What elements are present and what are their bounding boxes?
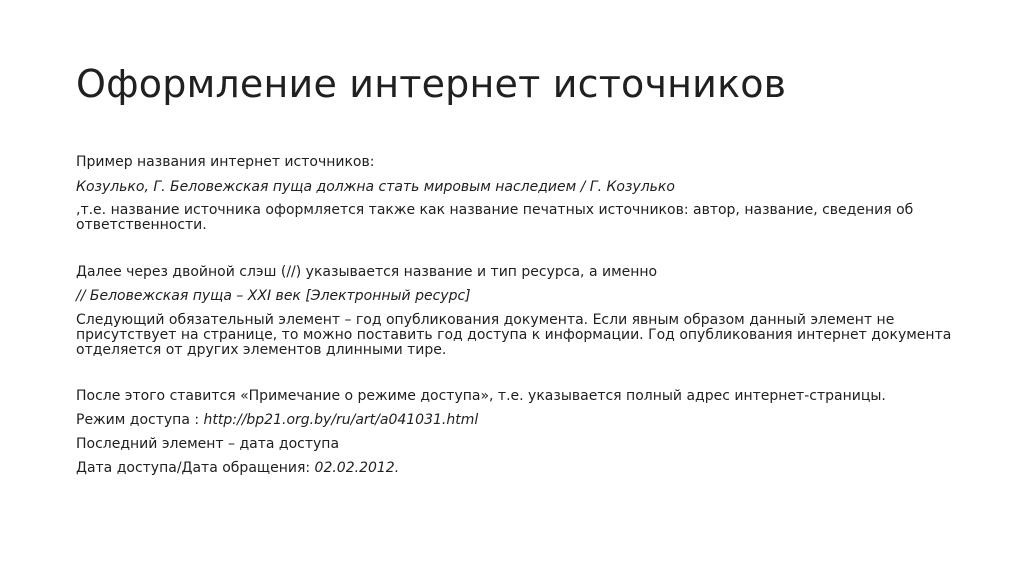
slide-title: Оформление интернет источников bbox=[76, 62, 787, 106]
paragraph-example-citation: Козулько, Г. Беловежская пуща должна стать мировым наследием / Г. Козулько bbox=[76, 179, 675, 195]
paragraph-publication-year: Следующий обязательный элемент – год опубликования документа. Если явным образом данный элемент не присутствует на странице, то можно поставить год доступа к информации. Год опубликования интернет документа отделяется от других элементов длинными тире. bbox=[76, 312, 952, 358]
paragraph-access-date bbox=[76, 461, 956, 476]
paragraph-resource-type: // Беловежская пуща – XXI век [Электронный ресурс] bbox=[76, 288, 471, 304]
access-date-value: 02.02.2012. bbox=[314, 460, 400, 476]
paragraph-access-mode bbox=[76, 413, 956, 428]
paragraph-double-slash: Далее через двойной слэш (//) указывается название и тип ресурса, а именно bbox=[76, 264, 658, 280]
paragraph-explanation: ,т.е. название источника оформляется также как название печатных источников: автор, название, сведения об ответственности. bbox=[76, 202, 914, 233]
paragraph-example-heading: Пример названия интернет источников: bbox=[76, 154, 375, 170]
access-date-label: Дата доступа/Дата обращения: bbox=[76, 460, 315, 476]
paragraph-last-element: Последний элемент – дата доступа bbox=[76, 436, 340, 452]
access-url[interactable]: http://bp21.org.by/ru/art/a041031.html bbox=[203, 412, 479, 428]
paragraph-access-note: После этого ставится «Примечание о режиме доступа», т.е. указывается полный адрес интернет-страницы. bbox=[76, 388, 886, 404]
access-mode-label: Режим доступа : bbox=[76, 412, 204, 428]
